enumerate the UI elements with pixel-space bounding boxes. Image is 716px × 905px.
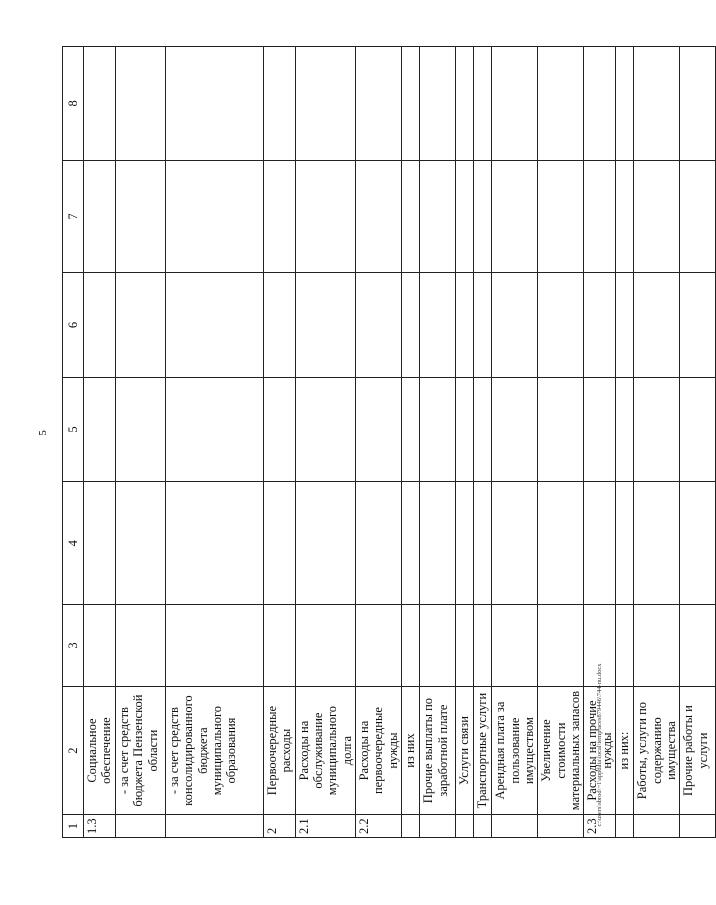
row-number-cell: 2 [263, 815, 295, 838]
row-number-cell [538, 815, 584, 838]
empty-value-cell [456, 160, 474, 273]
empty-value-cell [263, 47, 295, 161]
header-cell: 3 [63, 605, 84, 687]
row-number-cell: 1.3 [84, 815, 116, 838]
empty-value-cell [616, 377, 634, 482]
table-row [474, 47, 492, 838]
empty-value-cell [538, 47, 584, 161]
empty-value-cell [474, 160, 492, 273]
empty-value-cell [165, 377, 263, 482]
header-cell: 7 [63, 160, 84, 273]
empty-value-cell [474, 605, 492, 687]
empty-value-cell [84, 273, 116, 378]
empty-value-cell [356, 160, 402, 273]
empty-value-cell [295, 605, 356, 687]
empty-value-cell [356, 273, 402, 378]
row-label-cell: Увеличение стоимости материальных запасов [538, 686, 584, 814]
row-label-cell: Работы, услуги по содержанию имущества [634, 686, 680, 814]
empty-value-cell [616, 605, 634, 687]
empty-value-cell [492, 273, 538, 378]
empty-value-cell [84, 160, 116, 273]
empty-value-cell [115, 160, 165, 273]
empty-value-cell [456, 377, 474, 482]
table-row [84, 47, 116, 838]
empty-value-cell [474, 47, 492, 161]
empty-value-cell [402, 273, 420, 378]
header-cell: 1 [63, 815, 84, 838]
row-number-cell [115, 815, 165, 838]
empty-value-cell [115, 47, 165, 161]
empty-value-cell [165, 482, 263, 605]
empty-value-cell [263, 482, 295, 605]
budget-table [62, 46, 716, 838]
header-cell: 4 [63, 482, 84, 605]
table-row [680, 47, 716, 838]
row-number-cell: 2.2 [356, 815, 402, 838]
empty-value-cell [634, 160, 680, 273]
row-number-cell: 2.3 [584, 815, 616, 838]
table-row [356, 47, 402, 838]
empty-value-cell [263, 605, 295, 687]
empty-value-cell [474, 273, 492, 378]
empty-value-cell [680, 377, 716, 482]
empty-value-cell [538, 605, 584, 687]
empty-value-cell [263, 273, 295, 378]
empty-value-cell [263, 377, 295, 482]
empty-value-cell [115, 482, 165, 605]
row-label-cell: Расходы на обслуживание муниципального долга [295, 686, 356, 814]
empty-value-cell [584, 377, 616, 482]
empty-value-cell [584, 273, 616, 378]
empty-value-cell [165, 273, 263, 378]
empty-value-cell [115, 605, 165, 687]
empty-value-cell [584, 47, 616, 161]
table-row [263, 47, 295, 838]
empty-value-cell [84, 377, 116, 482]
empty-value-cell [402, 482, 420, 605]
header-cell: 6 [63, 273, 84, 378]
header-cell: 8 [63, 47, 84, 161]
empty-value-cell [165, 47, 263, 161]
empty-value-cell [584, 160, 616, 273]
empty-value-cell [356, 377, 402, 482]
empty-value-cell [263, 160, 295, 273]
empty-value-cell [680, 605, 716, 687]
row-label-cell: Социальное обеспечение [84, 686, 116, 814]
row-number-cell [165, 815, 263, 838]
empty-value-cell [680, 273, 716, 378]
empty-value-cell [492, 482, 538, 605]
empty-value-cell [84, 47, 116, 161]
row-label-cell: Прочие выплаты по заработной плате [420, 686, 456, 814]
empty-value-cell [115, 273, 165, 378]
empty-value-cell [356, 605, 402, 687]
empty-value-cell [295, 273, 356, 378]
row-label-cell: Арендная плата за пользование имуществом [492, 686, 538, 814]
row-number-cell [474, 815, 492, 838]
row-label-cell: Транспортные услуги [474, 686, 492, 814]
row-number-cell: 2.1 [295, 815, 356, 838]
empty-value-cell [420, 377, 456, 482]
row-label-cell: Расходы на прочие нужды [584, 686, 616, 814]
empty-value-cell [420, 273, 456, 378]
empty-value-cell [680, 47, 716, 161]
empty-value-cell [115, 377, 165, 482]
empty-value-cell [295, 160, 356, 273]
empty-value-cell [474, 377, 492, 482]
table-row [402, 47, 420, 838]
row-number-cell [420, 815, 456, 838]
row-number-cell [402, 815, 420, 838]
empty-value-cell [538, 273, 584, 378]
row-number-cell [680, 815, 716, 838]
table-row [492, 47, 538, 838]
empty-value-cell [616, 160, 634, 273]
row-label-cell: из них [402, 686, 420, 814]
table-row [616, 47, 634, 838]
table-row [115, 47, 165, 838]
empty-value-cell [584, 482, 616, 605]
row-label-cell: Прочие работы и услуги [680, 686, 716, 814]
empty-value-cell [295, 482, 356, 605]
row-label-cell: Первоочередные расходы [263, 686, 295, 814]
row-number-cell [492, 815, 538, 838]
row-label-cell: - за счет средств консолидированного бюджета муниципального образования [165, 686, 263, 814]
row-number-cell [634, 815, 680, 838]
empty-value-cell [402, 377, 420, 482]
row-label-cell: - за счет средств бюджета Пензенской области [115, 686, 165, 814]
empty-value-cell [538, 160, 584, 273]
table-row [165, 47, 263, 838]
empty-value-cell [420, 47, 456, 161]
empty-value-cell [634, 605, 680, 687]
table-row [295, 47, 356, 838]
empty-value-cell [492, 160, 538, 273]
row-label-cell: Расходы на первоочередные нужды [356, 686, 402, 814]
empty-value-cell [456, 273, 474, 378]
empty-value-cell [165, 160, 263, 273]
empty-value-cell [616, 273, 634, 378]
empty-value-cell [456, 482, 474, 605]
row-label-cell: Услуги связи [456, 686, 474, 814]
empty-value-cell [420, 482, 456, 605]
empty-value-cell [84, 482, 116, 605]
row-number-cell [616, 815, 634, 838]
empty-value-cell [356, 482, 402, 605]
empty-value-cell [356, 47, 402, 161]
footer-path-text: c:\users\sbrod\~1\appdata\local\temp\aces879446\744-nu.docx [596, 663, 603, 827]
empty-value-cell [492, 605, 538, 687]
empty-value-cell [402, 47, 420, 161]
empty-value-cell [492, 377, 538, 482]
header-row [63, 47, 84, 838]
empty-value-cell [538, 482, 584, 605]
row-number-cell [456, 815, 474, 838]
empty-value-cell [616, 47, 634, 161]
row-label-cell: из них: [616, 686, 634, 814]
empty-value-cell [456, 605, 474, 687]
header-cell: 5 [63, 377, 84, 482]
empty-value-cell [295, 47, 356, 161]
empty-value-cell [680, 482, 716, 605]
empty-value-cell [538, 377, 584, 482]
table-row [538, 47, 584, 838]
empty-value-cell [634, 377, 680, 482]
page-number: 5 [37, 430, 49, 436]
empty-value-cell [420, 605, 456, 687]
table-row [634, 47, 680, 838]
empty-value-cell [402, 160, 420, 273]
empty-value-cell [402, 605, 420, 687]
empty-value-cell [634, 273, 680, 378]
empty-value-cell [634, 47, 680, 161]
empty-value-cell [634, 482, 680, 605]
empty-value-cell [456, 47, 474, 161]
empty-value-cell [295, 377, 356, 482]
empty-value-cell [680, 160, 716, 273]
table-row [420, 47, 456, 838]
empty-value-cell [165, 605, 263, 687]
empty-value-cell [616, 482, 634, 605]
empty-value-cell [84, 605, 116, 687]
empty-value-cell [420, 160, 456, 273]
header-cell: 2 [63, 686, 84, 814]
empty-value-cell [474, 482, 492, 605]
empty-value-cell [492, 47, 538, 161]
table-row [456, 47, 474, 838]
